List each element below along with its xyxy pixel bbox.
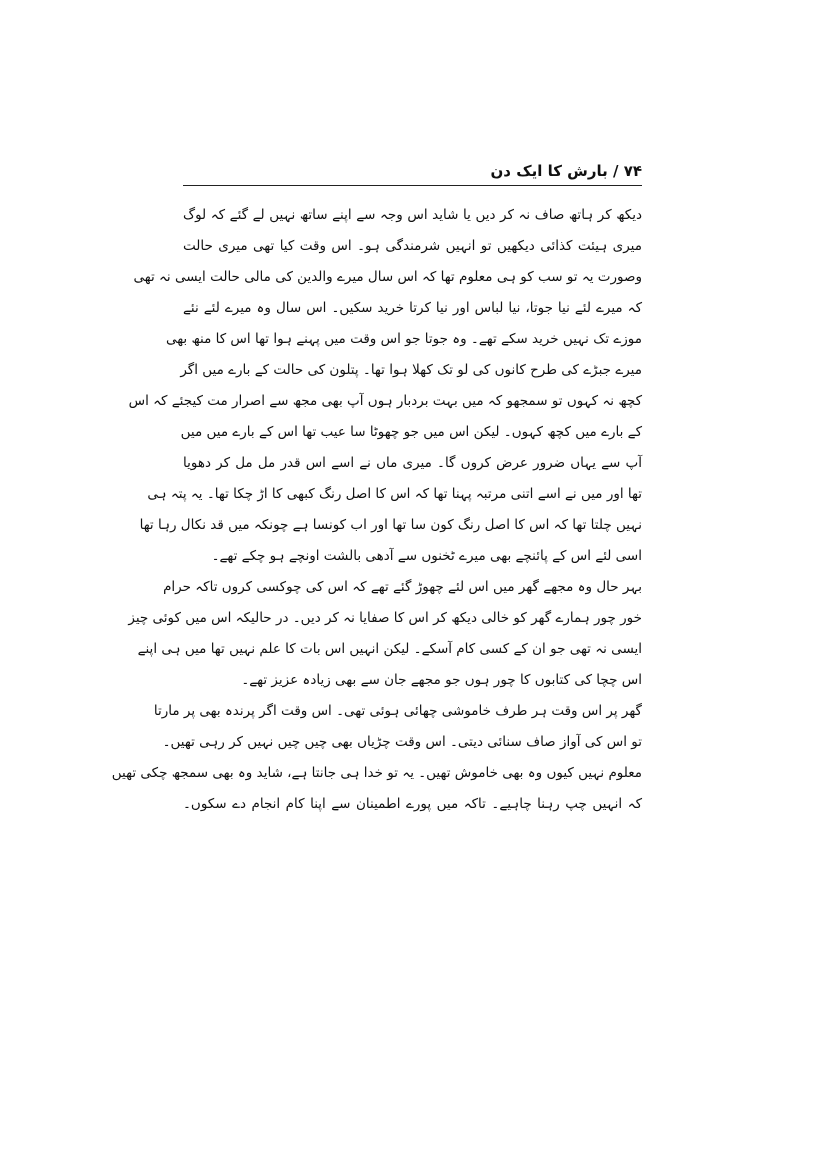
text-line: معلوم نہیں کیوں وہ بھی خاموش تھیں۔ یہ تو خدا ہی جانتا ہے، شاید وہ بھی سمجھ چکی تھیں [111,765,642,781]
text-line: ایسی نہ تھی جو ان کے کسی کام آسکے۔ لیکن انہیں اس بات کا علم نہیں تھا میں ہی اپنے [137,641,642,657]
text-line: گھر پر اس وقت ہر طرف خاموشی چھائی ہوئی تھی۔ اس وقت اگر پرندہ بھی پر مارتا [153,703,642,719]
text-line: کہ انہیں چپ رہنا چاہیے۔ تاکہ میں پورے اطمینان سے اپنا کام انجام دے سکوں۔ [183,796,642,812]
text-line: میری ہیئت کذائی دیکھیں تو انہیں شرمندگی ہو۔ اس وقت کیا تھی میری حالت [183,238,642,254]
text-line: کہ میرے لئے نیا جوتا، نیا لباس اور نیا کرتا خرید سکیں۔ اس سال وہ میرے لئے نئے [183,300,642,316]
text-line: کے بارے میں کچھ کہوں۔ لیکن اس میں جو چھوٹا سا عیب تھا اس کے بارے میں میں [180,424,642,440]
header-rule [183,185,642,186]
text-line: اسی لئے اس کے پائنچے بھی میرے ٹخنوں سے آدھی بالشت اونچے ہو چکے تھے۔ [211,548,642,564]
text-line: خور چور ہمارے گھر کو خالی دیکھ کر اس کا صفایا نہ کر دیں۔ در حالیکہ اس میں کوئی چیز [128,610,642,626]
body-text [111,200,642,820]
text-line: تو اس کی آواز صاف سنائی دیتی۔ اس وقت چڑیاں بھی چیں چیں نہیں کر رہی تھیں۔ [162,734,642,750]
text-line: نہیں چلتا تھا کہ اس کا اصل رنگ کون سا تھا اور اب کونسا ہے چونکہ میں قد نکال رہا تھا [139,517,642,533]
text-line: اس چچا کی کتابوں کا چور ہوں جو مجھے جان سے بھی زیادہ عزیز تھے۔ [241,672,642,688]
text-line: موزے تک نہیں خرید سکے تھے۔ وہ جوتا جو اس وقت میں پہنے ہوا تھا اس کا منھ بھی [165,331,642,347]
text-line: دیکھ کر ہاتھ صاف نہ کر دیں یا شاید اس وجہ سے اپنے ساتھ نہیں لے گئے کہ لوگ [183,207,642,223]
text-line: کچھ نہ کہوں تو سمجھو کہ میں بہت بردبار ہوں آپ بھی مجھ سے اصرار مت کیجئے کہ اس [128,393,642,409]
text-line: آپ سے یہاں ضرور عرض کروں گا۔ میری ماں نے اسے اس قدر مل مل کر دھویا [183,455,642,471]
text-line: بہر حال وہ مجھے گھر میں اس لئے چھوڑ گئے تھے کہ اس کی چوکسی کروں تاکہ حرام [163,579,642,595]
running-header: ۷۴ / بارش کا ایک دن [490,162,642,180]
text-line: تھا اور میں نے اسے اتنی مرتبہ پہنا تھا کہ اس کا اصل رنگ کبھی کا اڑ چکا تھا۔ یہ پتہ ہی [147,486,642,502]
text-line: میرے جبڑے کی طرح کانوں کی لو تک کھلا ہوا تھا۔ پتلون کی حالت کے بارے میں اگر [180,362,642,378]
text-line: وصورت یہ تو سب کو ہی معلوم تھا کہ اس سال میرے والدین کی مالی حالت ایسی نہ تھی [133,269,642,285]
